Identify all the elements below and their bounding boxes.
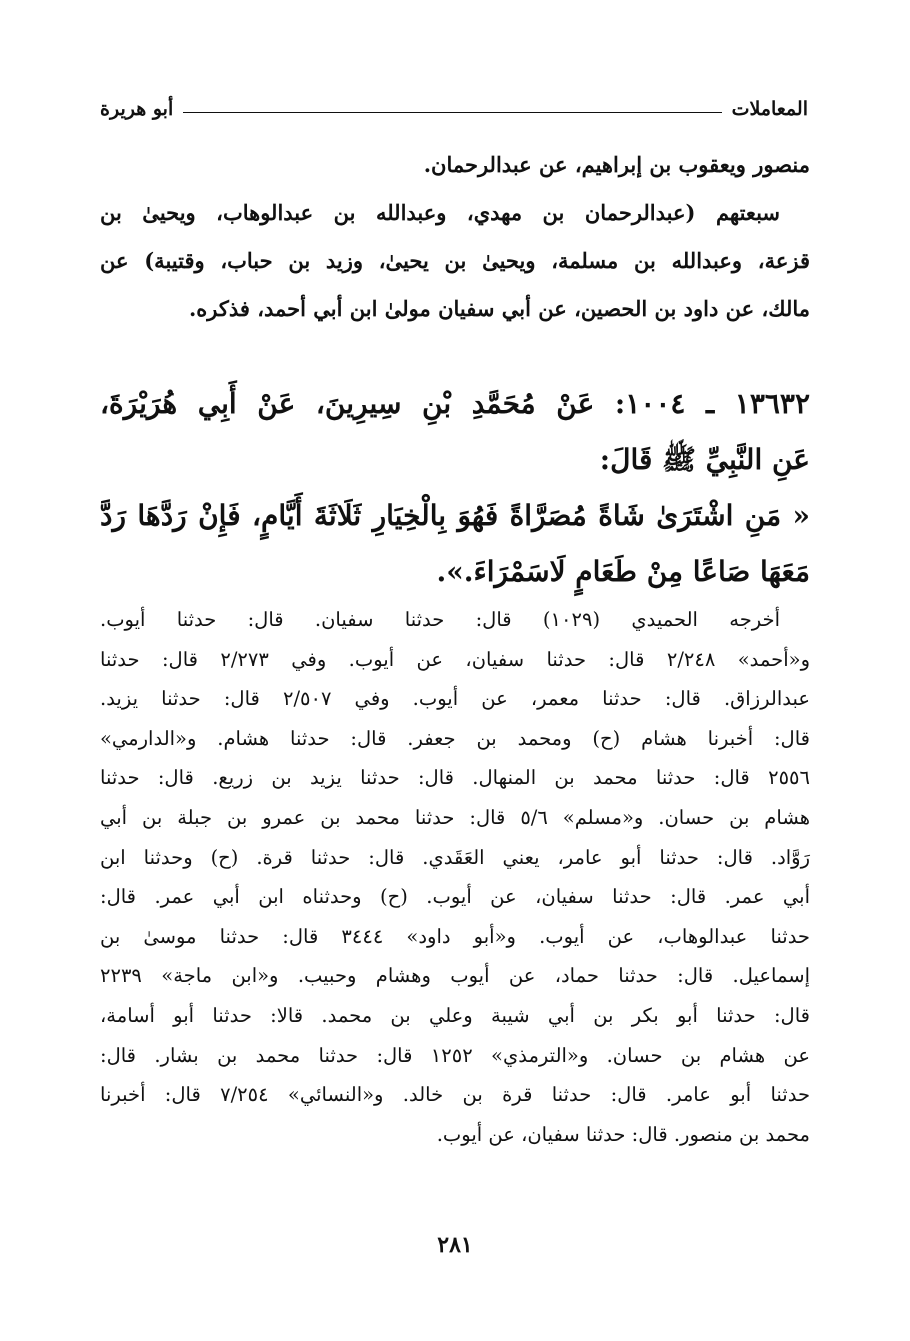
takhrij-line: أبي عمر. قال: حدثنا سفيان، عن أيوب. (ح) وحدثناه ابن أبي عمر. قال: xyxy=(100,885,810,909)
header-rule xyxy=(183,112,721,113)
takhrij-line: حدثنا أبو عامر. قال: حدثنا قرة بن خالد. و«النسائي» ٧/٢٥٤ قال: أخبرنا xyxy=(100,1083,810,1107)
takhrij-line: هشام بن حسان. و«مسلم» ٥/٦ قال: حدثنا محمد بن عمرو بن جبلة بن أبي xyxy=(100,805,810,829)
takhrij-line: عن هشام بن حسان. و«الترمذي» ١٢٥٢ قال: حدثنا محمد بن بشار. قال: xyxy=(100,1043,810,1067)
takhrij-line: إسماعيل. قال: حدثنا حماد، عن أيوب وهشام وحبيب. و«ابن ماجة» ٢٢٣٩ xyxy=(100,964,810,988)
running-header xyxy=(100,86,808,120)
text-line: سبعتهم (عبدالرحمان بن مهدي، وعبدالله بن عبدالوهاب، ويحيىٰ بن xyxy=(100,200,780,225)
hadith-text xyxy=(100,376,810,600)
takhrij-paragraph xyxy=(100,600,810,1154)
hadith-line: « مَنِ اشْتَرَىٰ شَاةً مُصَرَّاةً فَهُوَ بِالْخِيَارِ ثَلَاثَةَ أَيَّامٍ، فَإِنْ رَدَّهَا رَدَّ xyxy=(100,499,810,532)
chapter-title: المعاملات xyxy=(731,98,808,120)
text-line: منصور ويعقوب بن إبراهيم، عن عبدالرحمان. xyxy=(423,152,810,177)
text-line: مالك، عن داود بن الحصين، عن أبي سفيان مولىٰ ابن أبي أحمد، فذكره. xyxy=(188,296,810,321)
takhrij-line: رَوَّاد. قال: حدثنا أبو عامر، يعني العَقَدي. قال: حدثنا قرة. (ح) وحدثنا ابن xyxy=(100,845,810,869)
intro-paragraph xyxy=(100,141,810,333)
hadith-line: عَنِ النَّبِيِّ ﷺ قَالَ: xyxy=(599,443,810,476)
page-number: ٢٨١ xyxy=(437,1232,473,1258)
takhrij-line: ٢٥٥٦ قال: حدثنا محمد بن المنهال. قال: حدثنا يزيد بن زريع. قال: حدثنا xyxy=(100,766,810,790)
hadith-line: ١٣٦٣٢ ـ ١٠٠٤: عَنْ مُحَمَّدِ بْنِ سِيرِينَ، عَنْ أَبِي هُرَيْرَةَ، xyxy=(100,387,810,420)
takhrij-line: قال: حدثنا أبو بكر بن أبي شيبة وعلي بن محمد. قالا: حدثنا أبو أسامة، xyxy=(100,1003,810,1027)
text-line: قزعة، وعبدالله بن مسلمة، ويحيىٰ بن يحيىٰ، وزيد بن حباب، وقتيبة) عن xyxy=(100,248,810,273)
takhrij-line: قال: أخبرنا هشام (ح) ومحمد بن جعفر. قال: حدثنا هشام. و«الدارمي» xyxy=(100,726,810,750)
takhrij-line: حدثنا عبدالوهاب، عن أيوب. و«أبو داود» ٣٤٤٤ قال: حدثنا موسىٰ بن xyxy=(100,924,810,948)
narrator-title: أبو هريرة xyxy=(100,98,174,120)
takhrij-line: و«أحمد» ٢/٢٤٨ قال: حدثنا سفيان، عن أيوب. وفي ٢/٢٧٣ قال: حدثنا xyxy=(100,647,810,671)
takhrij-line: عبدالرزاق. قال: حدثنا معمر، عن أيوب. وفي ٢/٥٠٧ قال: حدثنا يزيد. xyxy=(100,687,811,711)
takhrij-line: أخرجه الحميدي (١٠٢٩) قال: حدثنا سفيان. قال: حدثنا أيوب. xyxy=(100,608,780,631)
takhrij-line: محمد بن منصور. قال: حدثنا سفيان، عن أيوب. xyxy=(436,1122,810,1146)
hadith-line: مَعَهَا صَاعًا مِنْ طَعَامٍ لَاسَمْرَاءَ.». xyxy=(436,555,810,588)
